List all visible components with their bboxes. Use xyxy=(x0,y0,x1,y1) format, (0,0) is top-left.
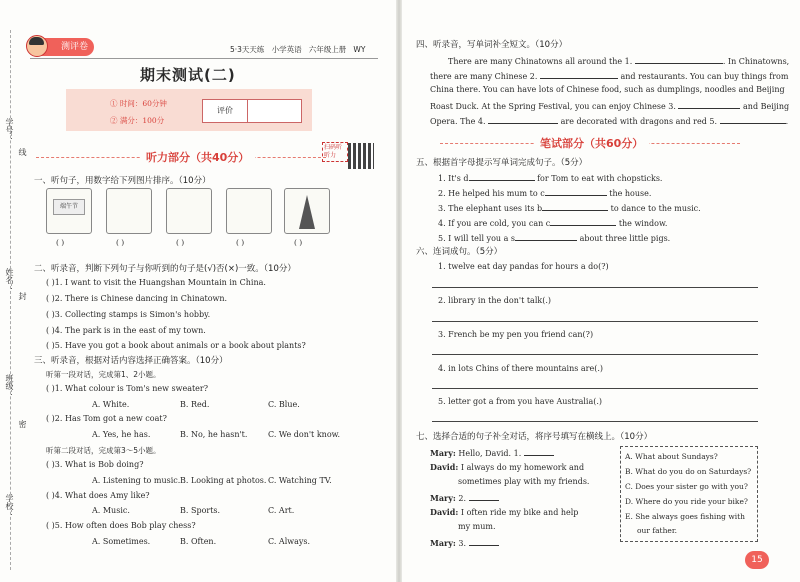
picture-family-table xyxy=(166,188,212,234)
q5-item-3-pre: 3. The elephant uses its b xyxy=(438,204,543,213)
q1-title: 一、听句子，用数字给下列图片排序。（10分） xyxy=(34,176,211,186)
q6-answer-line-5[interactable] xyxy=(432,421,758,422)
q7-line-7 xyxy=(430,537,499,548)
q4-line-4 xyxy=(430,100,789,111)
side-label-line2: 封 xyxy=(18,292,27,300)
q4-title: 四、听录音，写单词补全短文。（10分） xyxy=(416,40,568,50)
q7-text-1: Hello, David. 1. xyxy=(458,449,522,458)
q6-answer-line-4[interactable] xyxy=(432,388,758,389)
q2-item-3[interactable]: ( )3. Collecting stamps is Simon's hobby. xyxy=(46,310,211,319)
q5-item-2-pre: 2. He helped his mum to c xyxy=(438,189,545,198)
q4-line-5b: are decorated with dragons and red 5. xyxy=(560,117,718,126)
q3-item-3-c[interactable]: C. Watching TV. xyxy=(268,476,332,485)
q3-item-1-c[interactable]: C. Blue. xyxy=(268,400,300,409)
q7-speaker-5: David: xyxy=(430,507,459,517)
side-label-line3: 密 xyxy=(18,420,27,428)
q3-item-2-b[interactable]: B. No, he hasn't. xyxy=(180,430,248,439)
q5-item-5-pre: 5. I will tell you a s xyxy=(438,234,516,243)
q3-dialog1-note: 听第一段对话，完成第1、2小题。 xyxy=(46,370,161,379)
time-marker: ① xyxy=(110,99,118,108)
header-meta xyxy=(230,44,365,55)
header-rule xyxy=(30,58,378,59)
header-edition: WY xyxy=(353,45,366,54)
time-info xyxy=(110,98,167,109)
q4-blank-5[interactable] xyxy=(720,115,786,124)
grade-table xyxy=(202,99,302,123)
q4-line-2b: and restaurants. You can buy things from xyxy=(620,72,789,81)
q7-blank-1[interactable] xyxy=(524,447,554,456)
q2-item-4[interactable]: ( )4. The park is in the east of my town. xyxy=(46,326,206,335)
picture-dragon-boat xyxy=(46,188,92,234)
q4-line-1b: . In Chinatowns, xyxy=(722,57,790,66)
q3-item-2-c[interactable]: C. We don't know. xyxy=(268,430,341,439)
q5-blank-2[interactable] xyxy=(545,187,607,196)
q5-item-4-post: the window. xyxy=(618,219,668,228)
dragon-boat-sign: 端午节 xyxy=(53,199,85,215)
q4-blank-4[interactable] xyxy=(488,115,558,124)
q5-item-1-post: for Tom to eat with chopsticks. xyxy=(537,174,663,183)
q3-item-2[interactable]: ( )2. Has Tom got a new coat? xyxy=(46,414,167,423)
exam-title: 期末测试(二) xyxy=(140,66,236,84)
q5-item-3 xyxy=(438,202,701,213)
q3-title: 三、听录音，根据对话内容选择正确答案。（10分） xyxy=(34,356,228,366)
q7-text-4: 2. xyxy=(458,494,467,503)
header-subject: 小学英语 xyxy=(271,45,302,54)
q6-item-4: 4. in lots Chins of there mountains are(.) xyxy=(438,364,603,373)
q6-item-2: 2. library in the don't talk(.) xyxy=(438,296,552,305)
badge-label: 测评卷 xyxy=(60,42,88,52)
q5-item-4 xyxy=(438,217,667,228)
q4-line-5c: . xyxy=(785,117,789,126)
q7-option-c: C. Does your sister go with you? xyxy=(625,482,748,491)
q4-line-2 xyxy=(430,70,788,81)
q7-text-7: 3. xyxy=(458,539,467,548)
q4-line-1a: There are many Chinatowns all around the 1. xyxy=(448,57,633,66)
q5-item-5 xyxy=(438,232,670,243)
q5-item-1-pre: 1. It's d xyxy=(438,174,469,183)
header-grade: 六年级上册 xyxy=(308,45,347,54)
q7-option-e-cont: our father. xyxy=(637,526,677,535)
q3-item-5-c[interactable]: C. Always. xyxy=(268,537,311,546)
q4-line-5 xyxy=(430,115,788,126)
q6-item-5: 5. letter got a from you have Australia(.) xyxy=(438,397,603,406)
q5-blank-4[interactable] xyxy=(550,217,616,226)
page-gutter xyxy=(396,0,402,582)
full-score-label: 满分：100分 xyxy=(119,116,165,125)
q7-speaker-2: David: xyxy=(430,462,459,472)
q1-bracket-5[interactable]: ( ) xyxy=(294,238,303,247)
q5-item-2 xyxy=(438,187,651,198)
side-label-xuehao: 学号： xyxy=(5,118,14,142)
time-label: 时间：60分钟 xyxy=(119,99,167,108)
q1-bracket-1[interactable]: ( ) xyxy=(56,238,65,247)
q6-answer-line-1[interactable] xyxy=(432,287,758,288)
q5-item-5-post: about three little pigs. xyxy=(579,234,671,243)
q3-item-3-b[interactable]: B. Looking at photos. xyxy=(180,476,267,485)
q4-line-3: China there. You can have lots of Chinese food, such as dumplings, noodles and Beijing xyxy=(430,85,785,94)
q6-title: 六、连词成句。（5分） xyxy=(416,247,503,257)
q3-item-5-b[interactable]: B. Often. xyxy=(180,537,217,546)
q5-blank-1[interactable] xyxy=(469,172,535,181)
q3-item-4[interactable]: ( )4. What does Amy like? xyxy=(46,491,150,500)
q5-blank-3[interactable] xyxy=(542,202,608,211)
q7-option-b: B. What do you do on Saturdays? xyxy=(625,467,752,476)
q7-line-1 xyxy=(430,447,554,458)
q7-blank-3[interactable] xyxy=(469,537,499,546)
q7-text-2: I always do my homework and xyxy=(460,463,585,472)
q5-item-4-pre: 4. If you are cold, you can c xyxy=(438,219,551,228)
q4-line-5a: Opera. The 4. xyxy=(430,117,486,126)
full-score-marker: ② xyxy=(110,116,118,125)
mascot-icon xyxy=(26,35,48,57)
q4-blank-1[interactable] xyxy=(635,55,723,64)
q5-item-3-post: to dance to the music. xyxy=(610,204,701,213)
q2-title: 二、听录音，判断下列句子与你听到的句子是(√)否(×)一致。（10分） xyxy=(34,264,296,274)
q7-line-3: sometimes play with my friends. xyxy=(458,477,590,486)
q3-item-4-b[interactable]: B. Sports. xyxy=(180,506,221,515)
q7-title: 七、选择合适的句子补全对话，将序号填写在横线上。（10分） xyxy=(416,432,653,442)
q3-dialog2-note: 听第二段对话，完成第3～5小题。 xyxy=(46,446,161,455)
q3-item-5[interactable]: ( )5. How often does Bob play chess? xyxy=(46,521,196,530)
q1-bracket-4[interactable]: ( ) xyxy=(236,238,245,247)
q3-item-1[interactable]: ( )1. What colour is Tom's new sweater? xyxy=(46,384,209,393)
q6-item-1: 1. twelve eat day pandas for hours a do(?) xyxy=(438,262,609,271)
q7-blank-2[interactable] xyxy=(469,492,499,501)
q3-item-3[interactable]: ( )3. What is Bob doing? xyxy=(46,460,144,469)
side-label-xingming: 姓名： xyxy=(5,268,14,292)
q4-line-1 xyxy=(448,55,789,66)
q1-bracket-2[interactable]: ( ) xyxy=(116,238,125,247)
picture-stamps-basket xyxy=(226,188,272,234)
scan-note: 扫码听听力 xyxy=(322,142,348,162)
grade-label: 评价 xyxy=(203,100,248,122)
header-series: 5·3天天练 xyxy=(230,45,265,54)
q2-item-2[interactable]: ( )2. There is Chinese dancing in Chinatown. xyxy=(46,294,228,303)
q4-blank-2[interactable] xyxy=(540,70,618,79)
picture-eiffel-tower xyxy=(284,188,330,234)
q2-item-1[interactable]: ( )1. I want to visit the Huangshan Mountain in China. xyxy=(46,278,266,287)
q1-bracket-3[interactable]: ( ) xyxy=(176,238,185,247)
q7-option-d: D. Where do you ride your bike? xyxy=(625,497,748,506)
q7-option-a: A. What about Sundays? xyxy=(625,452,718,461)
binding-line xyxy=(10,30,11,570)
q7-line-4 xyxy=(430,492,499,503)
q7-speaker-1: Mary: xyxy=(430,448,456,458)
q2-item-5[interactable]: ( )5. Have you got a book about animals or a book about plants? xyxy=(46,341,306,350)
left-page xyxy=(0,0,398,582)
q3-item-4-c[interactable]: C. Art. xyxy=(268,506,295,515)
q4-line-4a: Roast Duck. At the Spring Festival, you can enjoy Chinese 3. xyxy=(430,102,676,111)
q4-blank-3[interactable] xyxy=(678,100,740,109)
listening-part-title: 听力部分（共40分） xyxy=(140,149,255,165)
q4-line-2a: there are many Chinese 2. xyxy=(430,72,538,81)
side-label-xuexiao: 学校： xyxy=(5,494,14,518)
q7-speaker-4: Mary: xyxy=(430,493,456,503)
q5-item-2-post: the house. xyxy=(609,189,652,198)
q6-item-3: 3. French be my pen you friend can(?) xyxy=(438,330,594,339)
q3-item-3-a[interactable]: A. Listening to music. xyxy=(92,476,181,485)
q7-option-e: E. She always goes fishing with xyxy=(625,512,746,521)
q5-item-1 xyxy=(438,172,662,183)
q3-item-4-a[interactable]: A. Music. xyxy=(92,506,130,515)
q7-text-5: I often ride my bike and help xyxy=(460,508,579,517)
q6-answer-line-3[interactable] xyxy=(432,354,758,355)
q3-item-5-a[interactable]: A. Sometimes. xyxy=(92,537,151,546)
q5-blank-5[interactable] xyxy=(515,232,577,241)
writing-part-title: 笔试部分（共60分） xyxy=(534,135,649,151)
q4-line-4b: and Beijing xyxy=(743,102,790,111)
q3-item-2-a[interactable]: A. Yes, he has. xyxy=(92,430,151,439)
q3-item-1-b[interactable]: B. Red. xyxy=(180,400,210,409)
q3-item-1-a[interactable]: A. White. xyxy=(92,400,130,409)
picture-girl-piano xyxy=(106,188,152,234)
q7-line-6: my mum. xyxy=(458,522,496,531)
q7-line-5 xyxy=(430,507,578,517)
page-number: 15 xyxy=(745,551,769,569)
q7-speaker-7: Mary: xyxy=(430,538,456,548)
full-score-info xyxy=(110,115,164,126)
q6-answer-line-2[interactable] xyxy=(432,321,758,322)
q7-line-2 xyxy=(430,462,584,472)
tower-icon xyxy=(299,195,315,229)
q5-title: 五、根据首字母提示写单词完成句子。（5分） xyxy=(416,158,588,168)
qr-code-icon[interactable] xyxy=(348,143,374,169)
side-label-line1: 线 xyxy=(18,148,27,156)
side-label-banji: 班级： xyxy=(5,374,14,398)
test-badge xyxy=(30,38,94,56)
